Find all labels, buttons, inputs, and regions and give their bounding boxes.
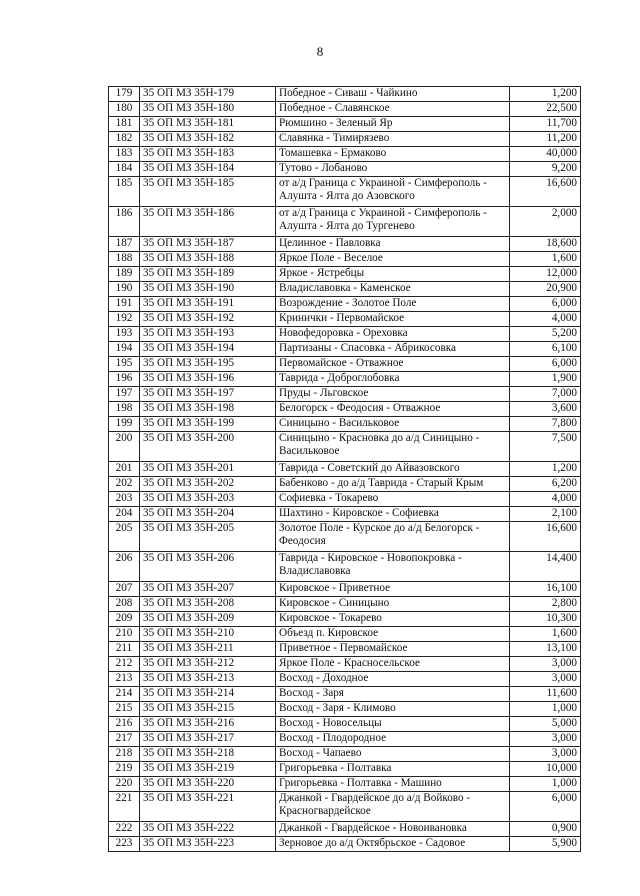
table-row (109, 357, 581, 372)
row-number: 192 (109, 312, 140, 327)
road-length: 6,000 (510, 297, 581, 312)
road-length: 1,200 (510, 462, 581, 477)
table-row (109, 147, 581, 162)
road-code: 35 ОП МЗ 35Н-223 (140, 837, 276, 852)
road-name: Синицыно - Васильковое (276, 417, 510, 432)
table-row (109, 522, 581, 552)
road-length: 18,600 (510, 237, 581, 252)
row-number: 214 (109, 687, 140, 702)
road-name: Григорьевка - Полтавка - Машино (276, 777, 510, 792)
road-code: 35 ОП МЗ 35Н-206 (140, 552, 276, 582)
table-row (109, 162, 581, 177)
table-row (109, 597, 581, 612)
row-number: 222 (109, 822, 140, 837)
road-name: Рюмшино - Зеленый Яр (276, 117, 510, 132)
road-length: 3,000 (510, 657, 581, 672)
road-length: 3,000 (510, 747, 581, 762)
road-name: Таврида - Доброглобовка (276, 372, 510, 387)
road-length: 6,000 (510, 792, 581, 822)
road-name: Софиевка - Токарево (276, 492, 510, 507)
road-name: Победное - Сиваш - Чайкино (276, 87, 510, 102)
road-length: 4,000 (510, 492, 581, 507)
road-length: 1,000 (510, 702, 581, 717)
table-row (109, 777, 581, 792)
road-code: 35 ОП МЗ 35Н-192 (140, 312, 276, 327)
row-number: 194 (109, 342, 140, 357)
road-length: 6,100 (510, 342, 581, 357)
row-number: 190 (109, 282, 140, 297)
road-code: 35 ОП МЗ 35Н-184 (140, 162, 276, 177)
road-length: 11,700 (510, 117, 581, 132)
road-code: 35 ОП МЗ 35Н-221 (140, 792, 276, 822)
road-length: 14,400 (510, 552, 581, 582)
table-row (109, 297, 581, 312)
table-row (109, 102, 581, 117)
table-row (109, 267, 581, 282)
table-row (109, 312, 581, 327)
road-code: 35 ОП МЗ 35Н-203 (140, 492, 276, 507)
row-number: 186 (109, 207, 140, 237)
table-row (109, 87, 581, 102)
road-name: от а/д Граница с Украиной - Симферополь - Алушта - Ялта до Азовского (276, 177, 510, 207)
road-name: Зерновое до а/д Октябрьское - Садовое (276, 837, 510, 852)
row-number: 189 (109, 267, 140, 282)
road-length: 1,600 (510, 252, 581, 267)
road-name: Тутово - Лобаново (276, 162, 510, 177)
road-code: 35 ОП МЗ 35Н-202 (140, 477, 276, 492)
road-length: 13,100 (510, 642, 581, 657)
row-number: 219 (109, 762, 140, 777)
table-row (109, 432, 581, 462)
page-number: 8 (316, 44, 324, 59)
road-length: 16,600 (510, 522, 581, 552)
table-row (109, 702, 581, 717)
row-number: 195 (109, 357, 140, 372)
road-code: 35 ОП МЗ 35Н-180 (140, 102, 276, 117)
road-name: Григорьевка - Полтавка (276, 762, 510, 777)
row-number: 201 (109, 462, 140, 477)
table-row (109, 627, 581, 642)
road-length: 11,200 (510, 132, 581, 147)
row-number: 204 (109, 507, 140, 522)
table-row (109, 387, 581, 402)
table-row (109, 237, 581, 252)
road-length: 22,500 (510, 102, 581, 117)
road-length: 6,000 (510, 357, 581, 372)
road-length: 0,900 (510, 822, 581, 837)
table-row (109, 132, 581, 147)
road-code: 35 ОП МЗ 35Н-198 (140, 402, 276, 417)
road-name: Восход - Плодородное (276, 732, 510, 747)
road-code: 35 ОП МЗ 35Н-193 (140, 327, 276, 342)
row-number: 216 (109, 717, 140, 732)
road-name: Яркое Поле - Веселое (276, 252, 510, 267)
road-name: Джанкой - Гвардейское до а/д Войково - Красногвардейское (276, 792, 510, 822)
road-length: 5,900 (510, 837, 581, 852)
row-number: 198 (109, 402, 140, 417)
road-name: Томашевка - Ермаково (276, 147, 510, 162)
road-code: 35 ОП МЗ 35Н-185 (140, 177, 276, 207)
row-number: 191 (109, 297, 140, 312)
row-number: 205 (109, 522, 140, 552)
road-length: 3,000 (510, 672, 581, 687)
road-code: 35 ОП МЗ 35Н-191 (140, 297, 276, 312)
road-code: 35 ОП МЗ 35Н-205 (140, 522, 276, 552)
row-number: 210 (109, 627, 140, 642)
road-length: 3,000 (510, 732, 581, 747)
road-name: Объезд п. Кировское (276, 627, 510, 642)
road-length: 2,000 (510, 207, 581, 237)
road-length: 9,200 (510, 162, 581, 177)
road-name: Бабенково - до а/д Таврида - Старый Крым (276, 477, 510, 492)
table-row (109, 207, 581, 237)
row-number: 185 (109, 177, 140, 207)
road-code: 35 ОП МЗ 35Н-214 (140, 687, 276, 702)
road-code: 35 ОП МЗ 35Н-220 (140, 777, 276, 792)
road-name: Пруды - Льговское (276, 387, 510, 402)
table-row (109, 582, 581, 597)
road-code: 35 ОП МЗ 35Н-211 (140, 642, 276, 657)
row-number: 183 (109, 147, 140, 162)
row-number: 188 (109, 252, 140, 267)
road-name: от а/д Граница с Украиной - Симферополь - Алушта - Ялта до Тургенево (276, 207, 510, 237)
road-name: Первомайское - Отважное (276, 357, 510, 372)
road-code: 35 ОП МЗ 35Н-179 (140, 87, 276, 102)
road-name: Новофедоровка - Ореховка (276, 327, 510, 342)
road-length: 7,500 (510, 432, 581, 462)
table-row (109, 642, 581, 657)
row-number: 217 (109, 732, 140, 747)
row-number: 197 (109, 387, 140, 402)
road-code: 35 ОП МЗ 35Н-207 (140, 582, 276, 597)
road-length: 40,000 (510, 147, 581, 162)
road-name: Партизаны - Спасовка - Абрикосовка (276, 342, 510, 357)
road-name: Кировское - Синицыно (276, 597, 510, 612)
road-length: 3,600 (510, 402, 581, 417)
table-row (109, 612, 581, 627)
road-name: Возрождение - Золотое Поле (276, 297, 510, 312)
roads-table-body (109, 87, 581, 852)
table-row (109, 117, 581, 132)
table-row (109, 252, 581, 267)
row-number: 209 (109, 612, 140, 627)
row-number: 199 (109, 417, 140, 432)
row-number: 180 (109, 102, 140, 117)
table-row (109, 672, 581, 687)
road-code: 35 ОП МЗ 35Н-204 (140, 507, 276, 522)
row-number: 211 (109, 642, 140, 657)
road-length: 16,100 (510, 582, 581, 597)
table-row (109, 417, 581, 432)
table-row (109, 552, 581, 582)
road-name: Кировское - Токарево (276, 612, 510, 627)
road-name: Приветное - Первомайское (276, 642, 510, 657)
road-code: 35 ОП МЗ 35Н-187 (140, 237, 276, 252)
road-code: 35 ОП МЗ 35Н-213 (140, 672, 276, 687)
table-row (109, 462, 581, 477)
row-number: 208 (109, 597, 140, 612)
row-number: 200 (109, 432, 140, 462)
row-number: 182 (109, 132, 140, 147)
row-number: 221 (109, 792, 140, 822)
road-length: 10,000 (510, 762, 581, 777)
road-length: 1,900 (510, 372, 581, 387)
road-length: 20,900 (510, 282, 581, 297)
road-length: 1,200 (510, 87, 581, 102)
road-code: 35 ОП МЗ 35Н-195 (140, 357, 276, 372)
road-name: Джанкой - Гвардейское - Новоивановка (276, 822, 510, 837)
road-length: 4,000 (510, 312, 581, 327)
table-row (109, 747, 581, 762)
road-code: 35 ОП МЗ 35Н-222 (140, 822, 276, 837)
road-code: 35 ОП МЗ 35Н-196 (140, 372, 276, 387)
road-name: Таврида - Советский до Айвазовского (276, 462, 510, 477)
table-row (109, 372, 581, 387)
road-code: 35 ОП МЗ 35Н-219 (140, 762, 276, 777)
row-number: 223 (109, 837, 140, 852)
table-row (109, 732, 581, 747)
road-name: Восход - Новосельцы (276, 717, 510, 732)
road-code: 35 ОП МЗ 35Н-186 (140, 207, 276, 237)
road-code: 35 ОП МЗ 35Н-209 (140, 612, 276, 627)
row-number: 196 (109, 372, 140, 387)
road-code: 35 ОП МЗ 35Н-189 (140, 267, 276, 282)
road-length: 2,800 (510, 597, 581, 612)
road-code: 35 ОП МЗ 35Н-181 (140, 117, 276, 132)
table-row (109, 402, 581, 417)
table-row (109, 507, 581, 522)
row-number: 202 (109, 477, 140, 492)
road-code: 35 ОП МЗ 35Н-210 (140, 627, 276, 642)
road-code: 35 ОП МЗ 35Н-208 (140, 597, 276, 612)
road-code: 35 ОП МЗ 35Н-197 (140, 387, 276, 402)
table-row (109, 687, 581, 702)
road-code: 35 ОП МЗ 35Н-200 (140, 432, 276, 462)
road-name: Владиславовка - Каменское (276, 282, 510, 297)
row-number: 213 (109, 672, 140, 687)
road-name: Синицыно - Красновка до а/д Синицыно - Васильковое (276, 432, 510, 462)
road-length: 7,000 (510, 387, 581, 402)
row-number: 218 (109, 747, 140, 762)
road-length: 2,100 (510, 507, 581, 522)
road-length: 10,300 (510, 612, 581, 627)
road-length: 16,600 (510, 177, 581, 207)
row-number: 206 (109, 552, 140, 582)
table-row (109, 792, 581, 822)
road-code: 35 ОП МЗ 35Н-201 (140, 462, 276, 477)
road-name: Восход - Доходное (276, 672, 510, 687)
road-name: Кировское - Приветное (276, 582, 510, 597)
row-number: 203 (109, 492, 140, 507)
row-number: 220 (109, 777, 140, 792)
road-code: 35 ОП МЗ 35Н-217 (140, 732, 276, 747)
road-length: 1,000 (510, 777, 581, 792)
road-name: Целинное - Павловка (276, 237, 510, 252)
road-code: 35 ОП МЗ 35Н-182 (140, 132, 276, 147)
row-number: 207 (109, 582, 140, 597)
road-code: 35 ОП МЗ 35Н-183 (140, 147, 276, 162)
table-row (109, 492, 581, 507)
road-name: Яркое Поле - Красносельское (276, 657, 510, 672)
table-row (109, 327, 581, 342)
table-row (109, 177, 581, 207)
row-number: 181 (109, 117, 140, 132)
table-row (109, 762, 581, 777)
row-number: 184 (109, 162, 140, 177)
road-length: 5,000 (510, 717, 581, 732)
road-name: Восход - Заря - Климово (276, 702, 510, 717)
road-code: 35 ОП МЗ 35Н-190 (140, 282, 276, 297)
road-length: 6,200 (510, 477, 581, 492)
table-row (109, 822, 581, 837)
row-number: 193 (109, 327, 140, 342)
table-row (109, 717, 581, 732)
road-code: 35 ОП МЗ 35Н-218 (140, 747, 276, 762)
table-row (109, 342, 581, 357)
road-code: 35 ОП МЗ 35Н-199 (140, 417, 276, 432)
road-name: Таврида - Кировское - Новопокровка - Владиславовка (276, 552, 510, 582)
road-name: Белогорск - Феодосия - Отважное (276, 402, 510, 417)
road-name: Золотое Поле - Курское до а/д Белогорск - Феодосия (276, 522, 510, 552)
road-length: 11,600 (510, 687, 581, 702)
road-length: 5,200 (510, 327, 581, 342)
row-number: 187 (109, 237, 140, 252)
road-length: 12,000 (510, 267, 581, 282)
road-code: 35 ОП МЗ 35Н-188 (140, 252, 276, 267)
row-number: 215 (109, 702, 140, 717)
road-name: Победное - Славянское (276, 102, 510, 117)
road-name: Восход - Заря (276, 687, 510, 702)
table-row (109, 477, 581, 492)
table-row (109, 282, 581, 297)
road-length: 7,800 (510, 417, 581, 432)
road-name: Шахтино - Кировское - Софиевка (276, 507, 510, 522)
table-row (109, 657, 581, 672)
road-code: 35 ОП МЗ 35Н-212 (140, 657, 276, 672)
table-row (109, 837, 581, 852)
road-name: Восход - Чапаево (276, 747, 510, 762)
row-number: 212 (109, 657, 140, 672)
row-number: 179 (109, 87, 140, 102)
road-name: Славянка - Тимирязево (276, 132, 510, 147)
road-name: Кринички - Первомайское (276, 312, 510, 327)
road-code: 35 ОП МЗ 35Н-216 (140, 717, 276, 732)
road-code: 35 ОП МЗ 35Н-194 (140, 342, 276, 357)
road-name: Яркое - Ястребцы (276, 267, 510, 282)
road-length: 1,600 (510, 627, 581, 642)
road-code: 35 ОП МЗ 35Н-215 (140, 702, 276, 717)
roads-table (108, 86, 581, 852)
